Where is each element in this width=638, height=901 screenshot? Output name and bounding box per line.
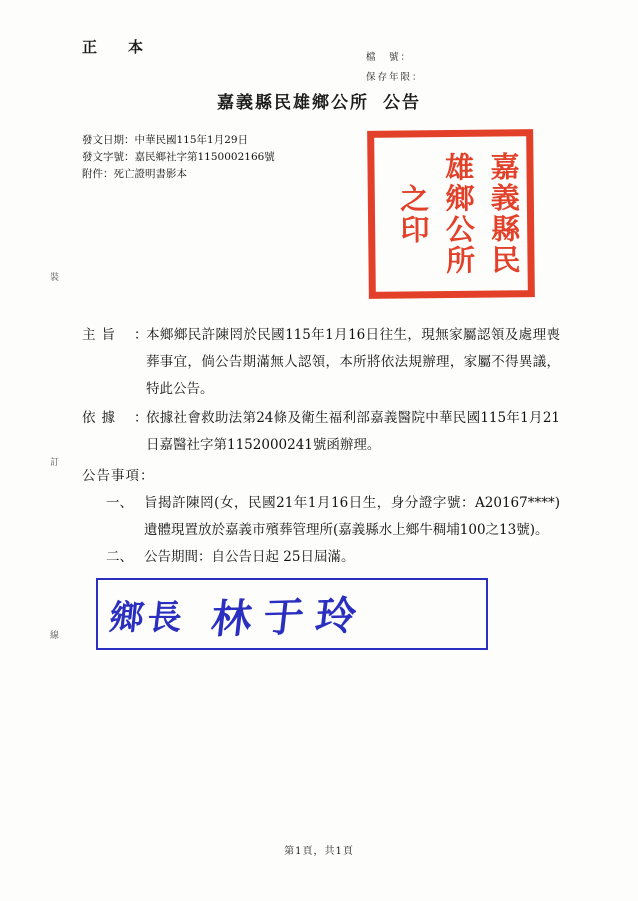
page-title: [0, 88, 638, 113]
signature-stamp: [96, 578, 488, 650]
section-subject-separator: ：: [134, 327, 148, 343]
page-footer: 第1頁，共1頁: [284, 846, 354, 857]
file-meta-block: [366, 48, 424, 88]
seal-column-1: 嘉義縣民: [486, 151, 522, 276]
margin-mark-bind: 裝: [50, 273, 61, 283]
notice-item-text: 旨揭許陳罔(女，民國21年1月16日生，身分證字號：A20167****)遺體現置放於嘉義市殯葬管理所(嘉義縣水上鄉牛稠埔100之13號)。: [144, 495, 560, 538]
issue-number: 發文字號：嘉民鄉社字第1150002166號: [82, 151, 275, 163]
retention-label: 保存年限：: [366, 72, 424, 83]
copy-type-label: 正 本: [82, 38, 152, 56]
document-body: [82, 322, 560, 571]
margin-mark-line: 線: [50, 631, 61, 641]
document-type: 公告: [383, 93, 421, 113]
section-subject: [82, 322, 560, 403]
attachment-note: 附件：死亡證明書影本: [82, 168, 187, 180]
section-subject-text: 本鄉鄉民許陳罔於民國115年1月16日往生，現無家屬認領及處理喪葬事宜，倘公告期滿無人認領，本所將依法規辦理，家屬不得異議，特此公告。: [146, 327, 560, 397]
issuance-block: [82, 132, 275, 183]
issue-date: 發文日期：中華民國115年1月29日: [82, 134, 249, 146]
section-subject-label: 主旨: [82, 327, 121, 343]
seal-column-3: 之印: [396, 183, 431, 246]
section-basis-separator: ：: [134, 410, 148, 426]
section-basis-text: 依據社會救助法第24條及衛生福利部嘉義醫院中華民國115年1月21日嘉醫社字第1152000241號函辦理。: [146, 410, 560, 453]
seal-column-2: 雄鄉公所: [441, 151, 477, 277]
notice-item-number: 二、: [106, 549, 133, 565]
official-seal-stamp: [367, 129, 535, 299]
file-number-label: 檔 號：: [366, 52, 413, 63]
section-basis: [82, 405, 560, 459]
margin-mark-staple: 訂: [50, 458, 61, 468]
notice-item-text: 公告期間：自公告日起 25日屆滿。: [144, 549, 355, 565]
issuing-organization: 嘉義縣民雄鄉公所: [217, 93, 369, 113]
signer-title: 鄉長: [107, 597, 188, 638]
notice-item: [106, 490, 560, 544]
notice-heading: 公告事項：: [82, 468, 155, 484]
notice-item-number: 一、: [106, 495, 133, 511]
signer-name: 林于玲: [208, 591, 371, 643]
section-basis-label: 依據: [82, 410, 121, 426]
notice-item: [106, 544, 560, 571]
